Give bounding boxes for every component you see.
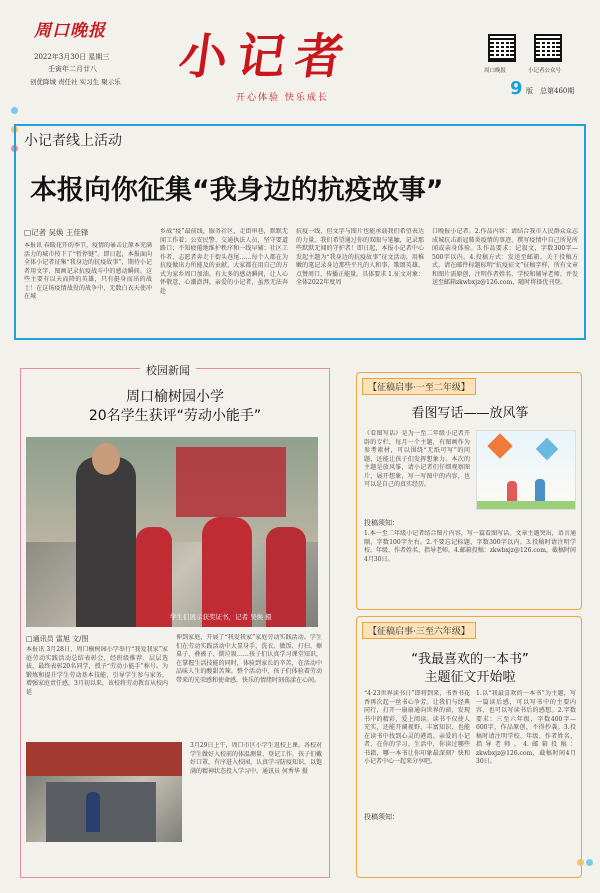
section-title: 小记者 [175,29,358,85]
right-article-2-body: “4·23世界读书日”即将到来，书香书花香再次起一丝书心争芳。让我们与经典同行，打开一扇扇通向世界的窗，发现书中的精彩，爱上阅读。读书不仅使人充实，还能开阔视野，丰富知识，也能在读书中找到心灵的港湾。亲爱的小记者，在你的学习、生活中，你读过哪些书籍，哪一本书让你印象最深刻？快和小记者中心一起来分享吧。 [364,690,470,765]
left-headline-2: 20名学生获评“劳动小能手” [88,408,262,424]
top-article-headline: 本报向你征集“我身边的抗疫故事” [30,175,444,206]
left-article-col-1: 本报讯 3月28日，周口榆树园小学举行“我爱我家”家庭劳动实践活动总结表彰会，经班级推荐、层层选拔，最终表彰20名同学，授予“劳动小能手”称号。为锻炼和提升学生劳动基本技能，引导学生参与家务，增强家庭责任感，3月初以来，该校将劳动教育从校内延 [26,646,168,696]
right-article-1-rules: 1.本一至二年级小记者结合图片内容，写一篇看图写话。文章主题突出，语言通顺，字数100字左右。2.不要忘记标题，字数300字以内。3.投稿时请注明学校、年级、作者姓名、指导老师。4.邮箱投稿：zkwbxjz@126.com，截稿时间4月30日。 [364,530,576,563]
qr-code-2 [534,34,562,62]
page-suffix: 版 [526,87,533,95]
qr-label-1: 周口晚报 [484,68,507,74]
left-article-col-2: 伸到家庭，开展了“我爱我家”家庭劳动实践活动。学生们在劳动实践活动中大显身手，洗衣、做饭、打扫、擦桌子、叠被子、倒垃圾……孩子们认真学习课堂知识，在掌握生活技能的同时，体验到家长的辛苦，在活动中品味人生的酸甜苦辣。整个活动中，孩子们体验着劳动带来的光荣感和使命感，快乐的情绪时刻荡漾在心间。 [176,634,322,684]
right-article-1-submit-label: 投稿须知： [364,519,399,527]
page-number: 9 [510,78,523,99]
issue-number: 总第460期 [540,87,575,95]
kite-illustration [476,430,576,510]
award-photo [26,437,318,627]
right-article-2-headline-2: 主题征文开始啦 [424,670,516,685]
right-article-2-rules: 1.以“我最喜欢的一本书”为主题，写一篇读后感，可以写书中的主要内容，也可以写读书后的感想。2.字数要求：三至六年级，字数400字—600字，作品原创，不得抄袭。3.投稿时请注明学校、年级、作者姓名、指导老师。4.邮箱投稿：zkwbxjz@126.com，截稿时间4月30日。 [476,690,576,765]
school-gate-photo [26,742,182,842]
newspaper-logo [34,16,106,41]
left-headline-1: 周口榆树园小学 [126,389,224,405]
section-slogan: 开心体验 快乐成长 [236,93,329,103]
left-article-byline: □通讯员 雷旭 文/图 [26,635,89,643]
newspaper-name: 周口晚报 [34,21,106,41]
lunar-line: 壬寅年二月廿八 [48,65,97,73]
right-article-2-tag: 【征稿启事·三至六年级】 [362,622,476,639]
top-article-col-1: 本报讯 春暖花开的季节，疫情的暴击让原本充满活力的城市按下了“暂停键”。即日起，本报面向全体小记者征集“我身边的抗疫故事”，期待小记者用文字、图画记录抗疫战斗中的感动瞬间。这些主要有以天而降的英雄，只有挺身而出的战士！在这场疫情战役的战争中，无数白衣天使冲在城 [24,242,152,300]
top-article-kicker: 小记者线上活动 [24,133,122,149]
decorative-dots-right [576,852,596,871]
qr-code-1 [488,34,516,62]
right-article-1-headline: 看图写话——放风筝 [411,406,529,421]
date-line: 2022年3月30日 星期三 [34,53,110,61]
column-label: 校园新闻 [140,362,196,378]
top-article-byline: □记者 吴焕 王佳锋 [24,228,89,237]
top-article-col-2: 乡战“疫”最前线，服务社区，走街串巷，默默无闻工作着；公安民警、交通执法人员，坚守要道路口；不知疲倦地维护秩序和一线早辅；社区工作者、志愿者奔走于街头巷尾……每个人都在为抗疫做出力所能及的贡献。大家都在用自己的方式为家乡周口加油。有太多的感动瞬间，让人心怀敬意、心潮澎湃。亲爱的小记者，虽然无法奔赴 [160,228,288,295]
slogan-left: 创优降城 责任社 实习生 聚示乐 [30,78,121,86]
right-article-1-body: 《看图写话》是为一至二年级小记者开辟的专栏，每月一个主题，有图画作为参考素材，可以围绕“无纸可写”的问题，还能让孩子们发挥想象力。本次的主题是放风筝，请小记者们仔细观察图片，展开想象，写一写图中的内容，也可以是自己的真实经历。 [364,430,470,488]
photo-caption: 学生们展示获奖证书，记者 吴焕 摄 [170,613,272,621]
right-article-1-tag: 【征稿启事·一至二年级】 [362,378,476,395]
right-article-2-submit-label: 投稿须知： [364,813,399,821]
top-article-col-4: 口晚报小记者。2.作品内容：请结合我市人民群众众志成城抗击新冠肺炎疫情的事迹，撰写疫情中自己所见所闻或亲身体验。3.作品要求：记叙文，字数300字—500字以内。4.投稿方式：发送至邮箱。关于投稿方式，请在邮件标题标明“抗疫征文”征稿字样，所有文章和图片需原创，注明作者姓名、学校和辅导老师，并发送至邮箱zkwbxjz@126.com，随时将择优刊登。 [432,228,578,286]
qr-label-2: 小记者公众号 [528,68,562,74]
left-article-col-3: 3月29日上午，周口市区小学生返校上课。各校对学生做好入校前的体温测量、登记工作，孩子们戴好口罩，有序进入校园，认真学习防疫知识，以饱满的精神状态投入学习中。通讯员 何秀华 摄 [190,742,322,775]
right-article-2-headline-1: “我最喜欢的一本书” [411,652,529,667]
top-article-col-3: 抗疫一线，但文字与图片也能承载我们希望表达的力量。我们希望通过你的双眼与笔触，记录那些默默无闻的守护者！即日起，本报小记者中心发起主题为“我身边的抗疫故事”征文活动，用稚嫩的笔记录身边那些平凡的人和事，歌颂英雄、点赞周口，传播正能量。具体要求 1.征文对象：全体2022年度周 [296,228,424,286]
